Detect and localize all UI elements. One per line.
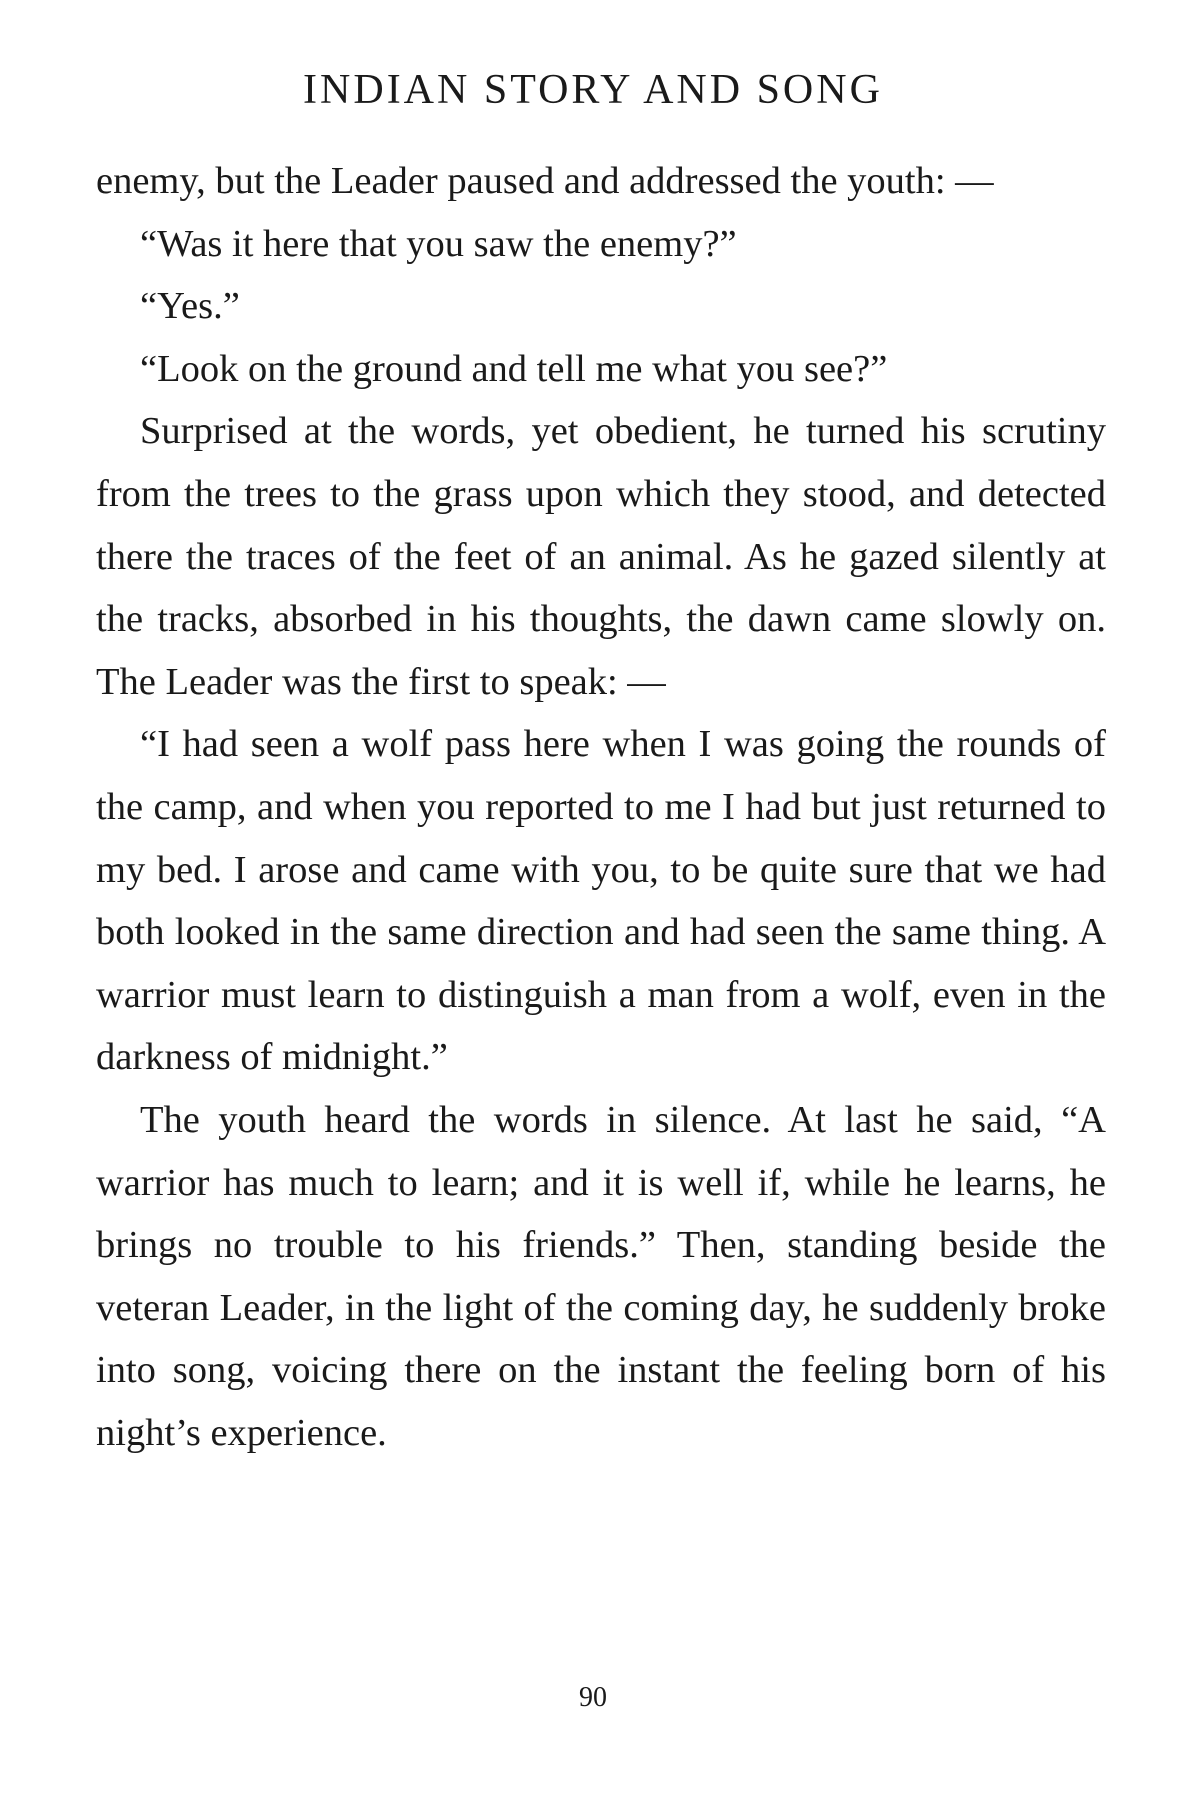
paragraph-continuation: enemy, but the Leader paused and addressed the youth: — [96,160,994,202]
paragraph-narration: Surprised at the words, yet obedient, he turned his scrutiny from the trees to the grass upon which they stood, and detected there the traces of the feet of an animal. As he gazed silently at the tracks, absorbed in his thoughts, the dawn came slowly on. The Leader was the first to speak: — [96,410,1106,703]
paragraph-reply: “Yes.” [140,285,240,328]
paragraph-question: “Was it here that you saw the enemy?” [140,222,737,265]
page-number: 90 [579,1682,607,1713]
paragraph-youth-reply: The youth heard the words in silence. At last he said, “A warrior has much to learn; and it is well if, while he learns, he brings no trouble to his friends.” Then, standing beside the veteran Leader, in the light of the coming day, he suddenly broke into song, voicing there on the instant the feeling born of his night’s experience. [96,1098,1106,1454]
running-head: INDIAN STORY AND SONG [303,67,883,113]
paragraph-command: “Look on the ground and tell me what you see?” [140,347,888,390]
paragraph-leader-speech: “I had seen a wolf pass here when I was going the rounds of the camp, and when you reported to me I had but just returned to my bed. I arose and came with you, to be quite sure that we had both looked in the same direction and had seen the same thing. A warrior must learn to distinguish a man from a wolf, even in the darkness of midnight.” [96,723,1106,1079]
body-text [96,150,1106,1464]
